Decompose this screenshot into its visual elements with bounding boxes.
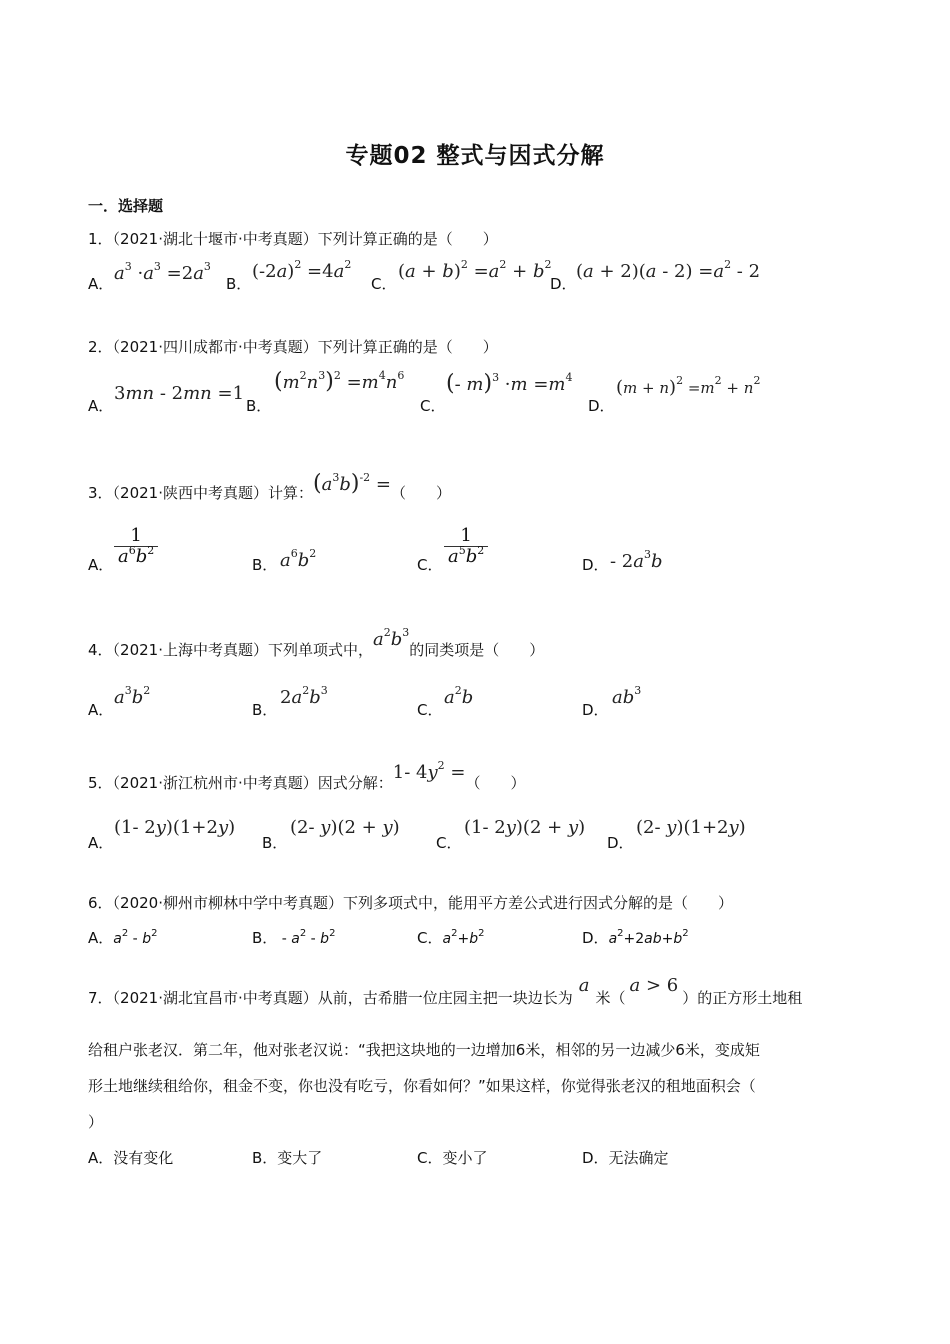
q1-option-a-expr: $a^3 \cdot a^3 =2a^3$ [114, 260, 211, 284]
q4-option-d: D． [582, 701, 609, 719]
question-7: 7．（2021·湖北宜昌市·中考真题）从前，古希腊一位庄园主把一块边长为a米（a > 6）的正方形土地租 [88, 975, 803, 1007]
q4-option-a-expr: $a^3b^2$ [114, 684, 151, 708]
q1-option-b-expr: $(-2a)^2 =4a^2$ [252, 258, 352, 282]
q1-option-c-expr: $(a + b)^2 =a^2 + b^2$ [398, 258, 552, 282]
q7-option-c: C．变小了 [417, 1149, 488, 1167]
q2-option-b-expr: $(m^2n^3)^2 =m^4n^6$ [274, 369, 405, 394]
q5-option-a: A． [88, 834, 114, 852]
q2-option-c: C． [420, 397, 446, 415]
q1-option-c: C． [371, 275, 397, 293]
q2-option-c-expr: (- $m)^3 \cdot m =m^4$ [446, 371, 573, 396]
q6-option-d: D．$a^2+2ab+b^2$ [582, 928, 689, 947]
q6-option-a: A．$a^2 - b^2$ [88, 928, 158, 947]
q1-option-d-expr: $(a + 2)(a - 2) =a^2 - 2$ [576, 258, 761, 282]
q6-option-c: C．$a^2+b^2$ [417, 928, 485, 947]
q2-option-d: D． [588, 397, 615, 415]
q7-option-b: B．变大了 [252, 1149, 323, 1167]
section-heading: 一．选择题 [88, 197, 164, 215]
q3-option-a-expr: $\frac{1}{a^6b^2}$ [114, 526, 158, 567]
q3-option-a: A． [88, 556, 114, 574]
q6-option-b: B． - $a^2 - b^2$ [252, 928, 336, 947]
q5-option-c-expr: (1- 2y)(2 + y) [464, 817, 586, 838]
question-2: 2．（2021·四川成都市·中考真题）下列计算正确的是（ ） [88, 338, 498, 356]
q2-option-d-expr: $(m + n)^2 =m^2 + n^2$ [616, 374, 761, 398]
q3-option-d: D． [582, 556, 609, 574]
question-5: 5．（2021·浙江杭州市·中考真题）因式分解：1- $4y^2$ =（ ） [88, 759, 526, 792]
q5-option-a-expr: (1- 2y)(1+2y) [114, 817, 236, 838]
q4-option-d-expr: $ab^3$ [612, 684, 642, 708]
q7-option-a: A．没有变化 [88, 1149, 174, 1167]
q3-option-b: B． [252, 556, 278, 574]
q1-option-d: D． [550, 275, 577, 293]
q4-option-c: C． [417, 701, 443, 719]
q1-option-b: B． [226, 275, 252, 293]
question-4: 4．（2021·上海中考真题）下列单项式中，$a^2b^3$的同类项是（ ） [88, 626, 545, 659]
q3-option-c-expr: $\frac{1}{a^5b^2}$ [444, 526, 488, 567]
q5-option-d: D． [607, 834, 634, 852]
question-1: 1．（2021·湖北十堰市·中考真题）下列计算正确的是（ ） [88, 230, 498, 248]
q4-option-b: B． [252, 701, 278, 719]
question-6: 6．（2020·柳州市柳林中学中考真题）下列多项式中，能用平方差公式进行因式分解的是（ ） [88, 894, 733, 912]
page-title: 专题02 整式与因式分解 [345, 143, 605, 169]
q2-option-a: A． [88, 397, 114, 415]
q3-option-d-expr: - $2a^3b$ [610, 548, 663, 572]
q3-option-c: C． [417, 556, 443, 574]
q4-option-c-expr: $a^2b$ [444, 684, 474, 708]
q4-option-b-expr: $2a^2b^3$ [280, 684, 328, 708]
q3-option-b-expr: $a^6b^2$ [280, 547, 317, 571]
q2-option-b: B． [246, 397, 272, 415]
q5-option-d-expr: (2- y)(1+2y) [636, 817, 746, 838]
question-7-line-4: ） [88, 1113, 104, 1131]
q1-option-a: A． [88, 275, 114, 293]
q4-option-a: A． [88, 701, 114, 719]
question-3: 3．（2021·陕西中考真题）计算：$(a^3b)^{-2}$ =（ ） [88, 471, 451, 502]
q2-option-a-expr: 3mn - 2mn =1 [114, 383, 245, 404]
q5-option-c: C． [436, 834, 462, 852]
question-7-line-3: 形土地继续租给你，租金不变，你也没有吃亏，你看如何？”如果这样，你觉得张老汉的租地面积会（ [88, 1077, 756, 1095]
q5-option-b-expr: (2- y)(2 + y) [290, 817, 400, 838]
q7-option-d: D．无法确定 [582, 1149, 669, 1167]
q5-option-b: B． [262, 834, 288, 852]
question-7-line-2: 给租户张老汉．第二年，他对张老汉说：“我把这块地的一边增加6米，相邻的另一边减少6米，变成矩 [88, 1041, 760, 1059]
